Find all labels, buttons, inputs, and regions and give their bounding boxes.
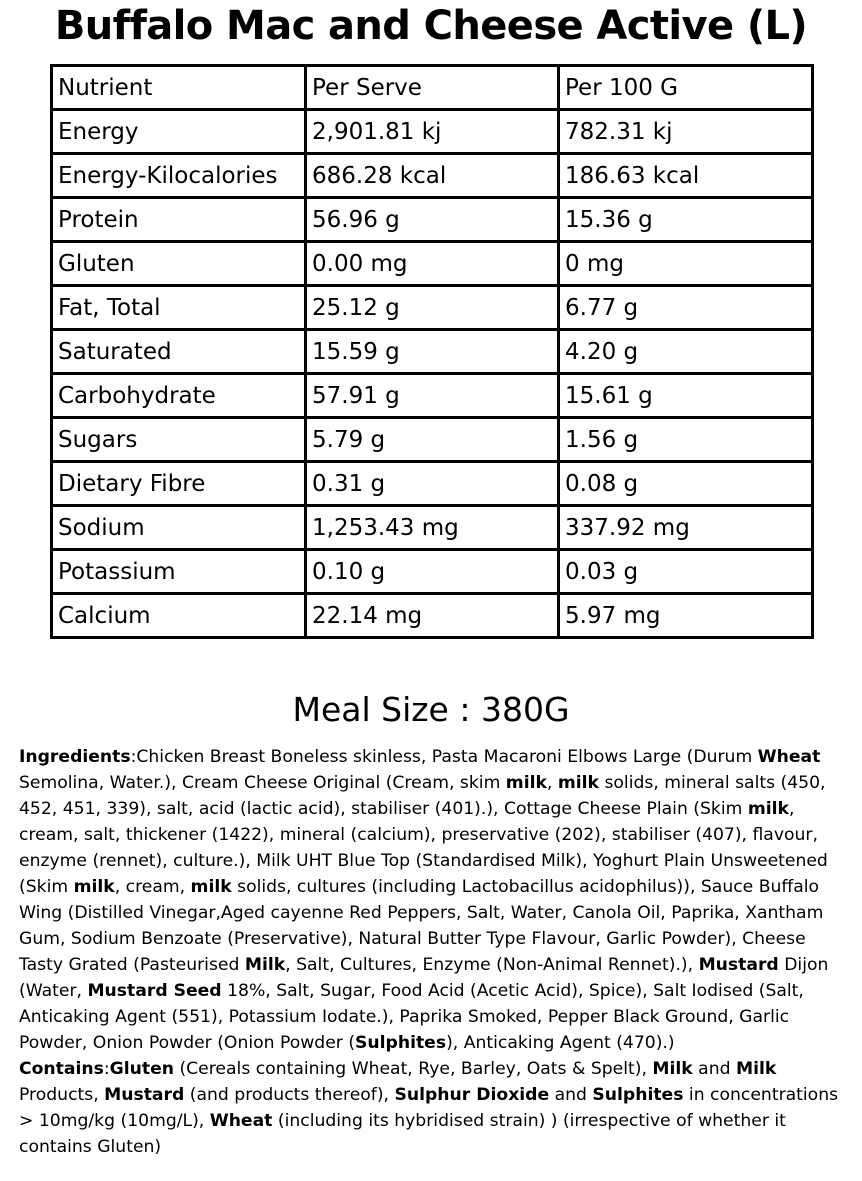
table-cell: Energy-Kilocalories bbox=[52, 154, 306, 198]
table-cell: Carbohydrate bbox=[52, 374, 306, 418]
table-row bbox=[52, 550, 813, 594]
ingredients-text-segment: 18%, Salt, Sugar, Food Acid (Acetic Acid), Spice), Salt Iodised (Salt, Anticaking Agent (551), Potassium Iodate.), Paprika Smoked, Pepper Black Ground, Garlic Powder, Onion Powder (Onion Powder ( bbox=[19, 981, 804, 1053]
table-cell: 0.08 g bbox=[559, 462, 813, 506]
ingredients-text-segment: solids, cultures (including Lactobacillus acidophilus)), Sauce Buffalo Wing (Distilled Vinegar,Aged cayenne Red Peppers, Salt, Water, Canola Oil, Paprika, Xantham Gum, Sodium Benzoate (Preservative), Natural Butter Type Flavour, Garlic Powder), Cheese Tasty Grated (Pasteurised bbox=[19, 877, 824, 975]
ingredients-text-segment: , cream, salt, thickener (1422), mineral (calcium), preservative (202), stabiliser (407), flavour, enzyme (rennet), culture.), Milk UHT Blue Top (Standardised Milk), Yoghurt Plain Unsweetened (Skim bbox=[19, 799, 828, 897]
table-cell: 686.28 kcal bbox=[306, 154, 559, 198]
table-cell: Energy bbox=[52, 110, 306, 154]
contains-text-segment: and bbox=[549, 1085, 593, 1105]
table-row bbox=[52, 506, 813, 550]
table-row bbox=[52, 154, 813, 198]
table-cell: 6.77 g bbox=[559, 286, 813, 330]
table-row bbox=[52, 330, 813, 374]
table-cell: Protein bbox=[52, 198, 306, 242]
table-cell: 0.10 g bbox=[306, 550, 559, 594]
nutrition-table bbox=[50, 64, 814, 639]
table-cell: 25.12 g bbox=[306, 286, 559, 330]
table-header-row bbox=[52, 66, 813, 110]
table-row bbox=[52, 198, 813, 242]
contains-text-segment: in concentrations > 10mg/kg (10mg/L), bbox=[19, 1085, 839, 1131]
column-header: Per Serve bbox=[306, 66, 559, 110]
contains-allergen-text: Sulphites bbox=[592, 1085, 684, 1105]
table-cell: Potassium bbox=[52, 550, 306, 594]
table-row bbox=[52, 374, 813, 418]
ingredients-allergen-text: milk bbox=[557, 773, 599, 793]
ingredients-text-segment: , Salt, Cultures, Enzyme (Non-Animal Rennet).), bbox=[285, 955, 699, 975]
ingredients-allergen-text: milk bbox=[190, 877, 232, 897]
table-cell: 0.00 mg bbox=[306, 242, 559, 286]
contains-text-segment: (and products thereof), bbox=[184, 1085, 395, 1105]
table-row bbox=[52, 286, 813, 330]
table-cell: Gluten bbox=[52, 242, 306, 286]
table-cell: 0 mg bbox=[559, 242, 813, 286]
table-cell: Sugars bbox=[52, 418, 306, 462]
table-cell: 782.31 kj bbox=[559, 110, 813, 154]
contains-allergen-text: Milk bbox=[735, 1059, 777, 1079]
ingredients-allergen-text: Mustard Seed bbox=[87, 981, 222, 1001]
table-row bbox=[52, 594, 813, 638]
table-cell: 4.20 g bbox=[559, 330, 813, 374]
ingredients-text-segment: Dijon (Water, bbox=[19, 955, 829, 1001]
table-cell: Fat, Total bbox=[52, 286, 306, 330]
ingredients-label: Ingredients bbox=[19, 747, 131, 767]
ingredients-allergen-text: Wheat bbox=[757, 747, 821, 767]
table-cell: 57.91 g bbox=[306, 374, 559, 418]
table-row bbox=[52, 110, 813, 154]
contains-allergen-text: Gluten bbox=[109, 1059, 174, 1079]
ingredients-text-segment: Semolina, Water.), Cream Cheese Original (Cream, skim bbox=[19, 773, 506, 793]
table-row bbox=[52, 242, 813, 286]
contains-paragraph bbox=[19, 1056, 851, 1160]
ingredients-text-segment: solids, mineral salts (450, 452, 451, 339), salt, acid (lactic acid), stabiliser (401).), Cottage Cheese Plain (Skim bbox=[19, 773, 826, 819]
table-cell: 1,253.43 mg bbox=[306, 506, 559, 550]
page-title: Buffalo Mac and Cheese Active (L) bbox=[54, 3, 808, 49]
ingredients-text bbox=[19, 747, 828, 1053]
table-cell: 56.96 g bbox=[306, 198, 559, 242]
contains-text bbox=[19, 1059, 838, 1157]
nutrition-table-body bbox=[52, 66, 813, 638]
table-cell: Dietary Fibre bbox=[52, 462, 306, 506]
table-cell: 186.63 kcal bbox=[559, 154, 813, 198]
table-row bbox=[52, 418, 813, 462]
table-cell: 15.36 g bbox=[559, 198, 813, 242]
contains-allergen-text: Sulphur Dioxide bbox=[394, 1085, 550, 1105]
contains-allergen-text: Wheat bbox=[209, 1111, 273, 1131]
ingredients-text-segment: , bbox=[546, 773, 558, 793]
table-cell: 0.31 g bbox=[306, 462, 559, 506]
ingredients-allergen-text: Sulphites bbox=[355, 1033, 447, 1053]
contains-text-segment: (Cereals containing Wheat, Rye, Barley, Oats & Spelt), bbox=[174, 1059, 653, 1079]
ingredients-colon: : bbox=[130, 747, 137, 767]
table-cell: 5.97 mg bbox=[559, 594, 813, 638]
table-cell: 1.56 g bbox=[559, 418, 813, 462]
contains-text-segment: Products, bbox=[19, 1085, 105, 1105]
ingredients-allergen-text: Milk bbox=[244, 955, 286, 975]
table-cell: 15.61 g bbox=[559, 374, 813, 418]
table-cell: 337.92 mg bbox=[559, 506, 813, 550]
ingredients-text-segment: ), Anticaking Agent (470).) bbox=[446, 1033, 675, 1053]
table-cell: 15.59 g bbox=[306, 330, 559, 374]
ingredients-allergen-text: milk bbox=[747, 799, 789, 819]
table-cell: Saturated bbox=[52, 330, 306, 374]
ingredients-section bbox=[19, 744, 851, 1160]
ingredients-text-segment: , cream, bbox=[114, 877, 191, 897]
column-header: Per 100 G bbox=[559, 66, 813, 110]
table-cell: 5.79 g bbox=[306, 418, 559, 462]
contains-allergen-text: Milk bbox=[652, 1059, 693, 1079]
ingredients-paragraph bbox=[19, 744, 851, 1056]
table-cell: 2,901.81 kj bbox=[306, 110, 559, 154]
contains-text-segment: (including its hybridised strain) ) (irrespective of whether it contains Gluten) bbox=[19, 1111, 786, 1157]
ingredients-allergen-text: Mustard bbox=[698, 955, 779, 975]
contains-allergen-text: Mustard bbox=[104, 1085, 185, 1105]
contains-label: Contains bbox=[19, 1059, 104, 1079]
contains-colon: : bbox=[103, 1059, 110, 1079]
table-cell: 22.14 mg bbox=[306, 594, 559, 638]
contains-text-segment: and bbox=[692, 1059, 736, 1079]
table-cell: 0.03 g bbox=[559, 550, 813, 594]
ingredients-allergen-text: milk bbox=[73, 877, 115, 897]
meal-size: Meal Size : 380G bbox=[292, 690, 570, 729]
table-row bbox=[52, 462, 813, 506]
table-cell: Calcium bbox=[52, 594, 306, 638]
ingredients-allergen-text: milk bbox=[505, 773, 547, 793]
table-cell: Sodium bbox=[52, 506, 306, 550]
column-header: Nutrient bbox=[52, 66, 306, 110]
ingredients-text-segment: Chicken Breast Boneless skinless, Pasta Macaroni Elbows Large (Durum bbox=[136, 747, 758, 767]
